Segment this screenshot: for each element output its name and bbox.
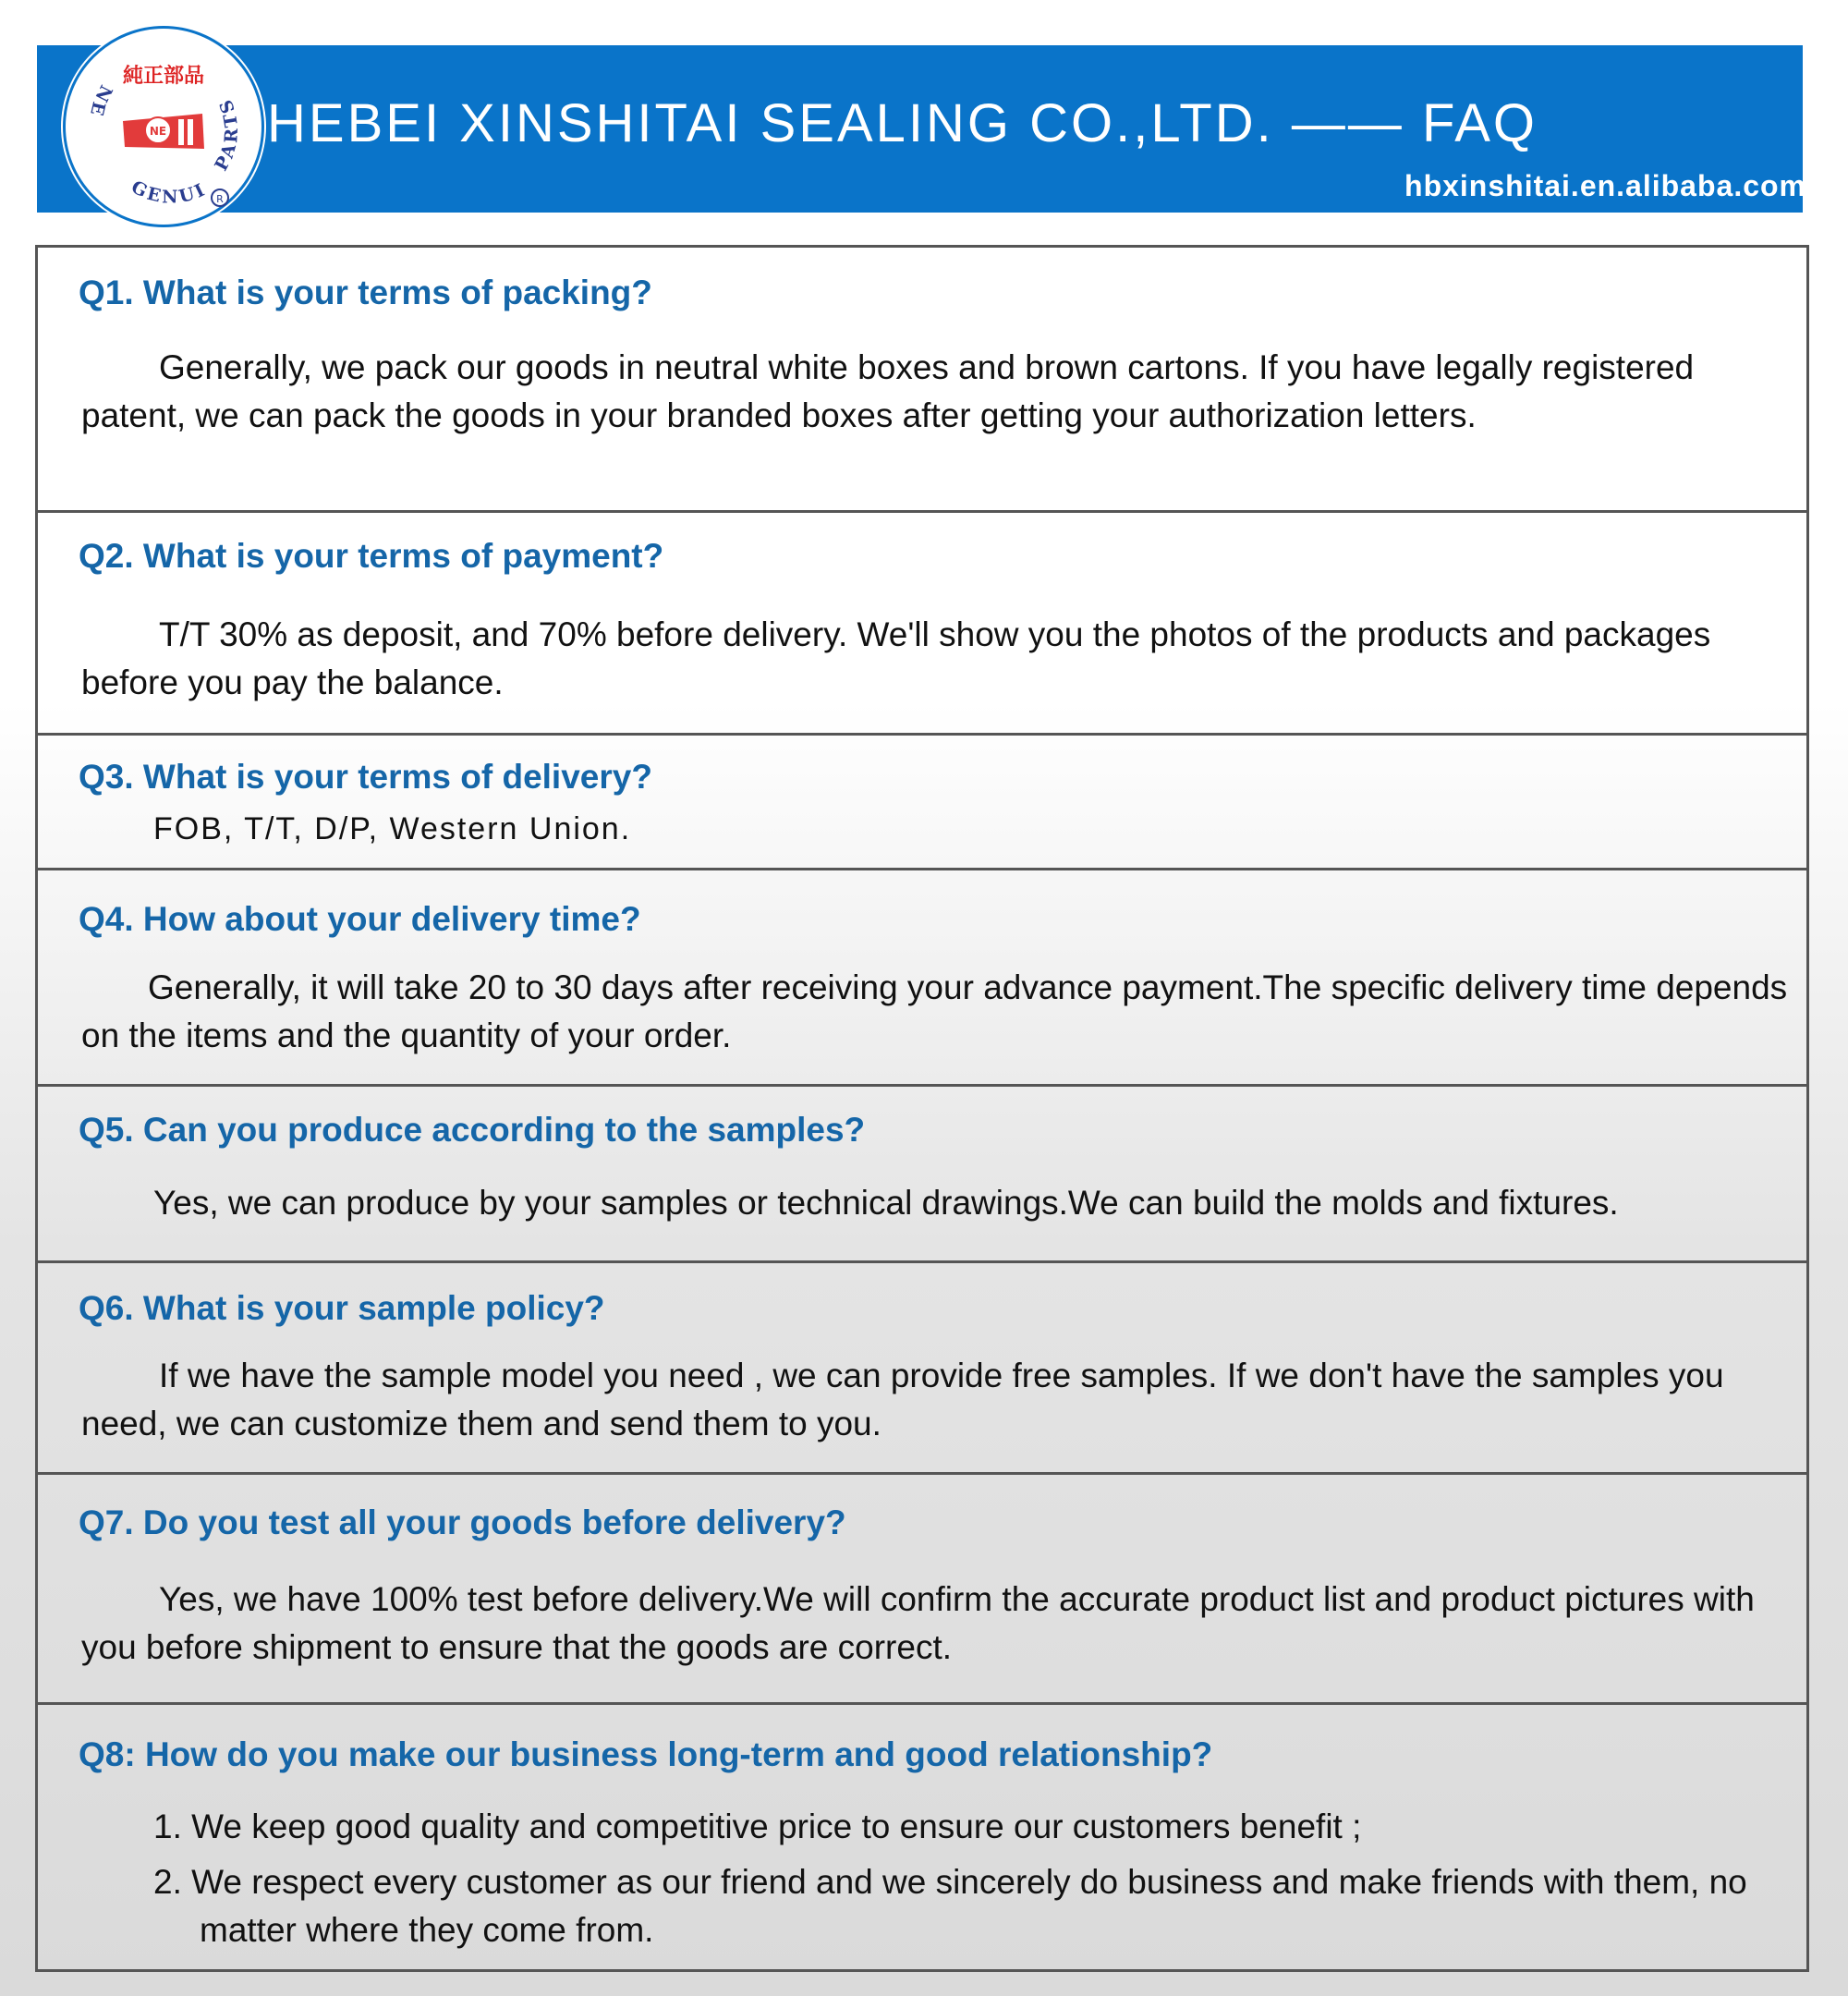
faq-answer: Generally, we pack our goods in neutral white boxes and brown cartons. If you have legally registered patent, we can pack the goods in your branded boxes after getting your authorization letters. [81,348,1695,434]
svg-text:NE: NE [85,81,116,120]
list-item: 1. We keep good quality and competitive price to ensure our customers benefit ; [153,1807,1362,1845]
page-title: HEBEI XINSHITAI SEALING CO.,LTD. —— FAQ [267,93,1538,153]
faq-question: Q5. Can you produce according to the samples? [79,1111,866,1149]
list-item: 2. We respect every customer as our friend and we sincerely do business and make friends with them, no matter where they come from. [153,1863,1747,1949]
faq-item-7 [35,1472,1809,1704]
faq-item-6 [35,1260,1809,1474]
faq-item-1 [35,245,1809,512]
svg-text:PARTS: PARTS [211,94,243,175]
faq-answer: FOB, T/T, D/P, Western Union. [153,811,632,846]
logo-emblem-icon [66,29,261,225]
company-logo [63,26,264,227]
faq-item-3 [35,733,1809,870]
faq-item-8 [35,1702,1809,1972]
faq-question: Q6. What is your sample policy? [79,1289,605,1327]
faq-answer: T/T 30% as deposit, and 70% before delivery. We'll show you the photos of the products and packages before you pay the balance. [81,615,1711,701]
store-url[interactable]: hbxinshitai.en.alibaba.com [1404,169,1806,202]
svg-text:R: R [216,193,224,205]
svg-text:NE: NE [149,125,167,138]
faq-question: Q8: How do you make our business long-term and good relationship? [79,1735,1213,1773]
logo-top-text: 純正部品 [122,65,205,88]
faq-question: Q1. What is your terms of packing? [79,274,652,311]
faq-answer-list [153,1803,1791,1954]
faq-item-5 [35,1084,1809,1262]
faq-answer: If we have the sample model you need , we can provide free samples. If we don't have the samples you need, we can customize them and send them to you. [81,1357,1724,1442]
faq-answer: Yes, we can produce by your samples or technical drawings.We can build the molds and fixtures. [153,1184,1619,1222]
faq-item-2 [35,510,1809,735]
faq-answer: Generally, it will take 20 to 30 days after receiving your advance payment.The specific delivery time depends on the items and the quantity of your order. [81,968,1788,1054]
faq-item-4 [35,868,1809,1086]
faq-answer: Yes, we have 100% test before delivery.We will confirm the accurate product list and product pictures with you before shipment to ensure that the goods are correct. [81,1580,1755,1666]
faq-question: Q3. What is your terms of delivery? [79,758,652,796]
svg-text:GENUINE: GENUI [128,176,211,208]
faq-question: Q2. What is your terms of payment? [79,537,664,575]
faq-question: Q4. How about your delivery time? [79,900,641,938]
faq-question: Q7. Do you test all your goods before delivery? [79,1503,846,1541]
